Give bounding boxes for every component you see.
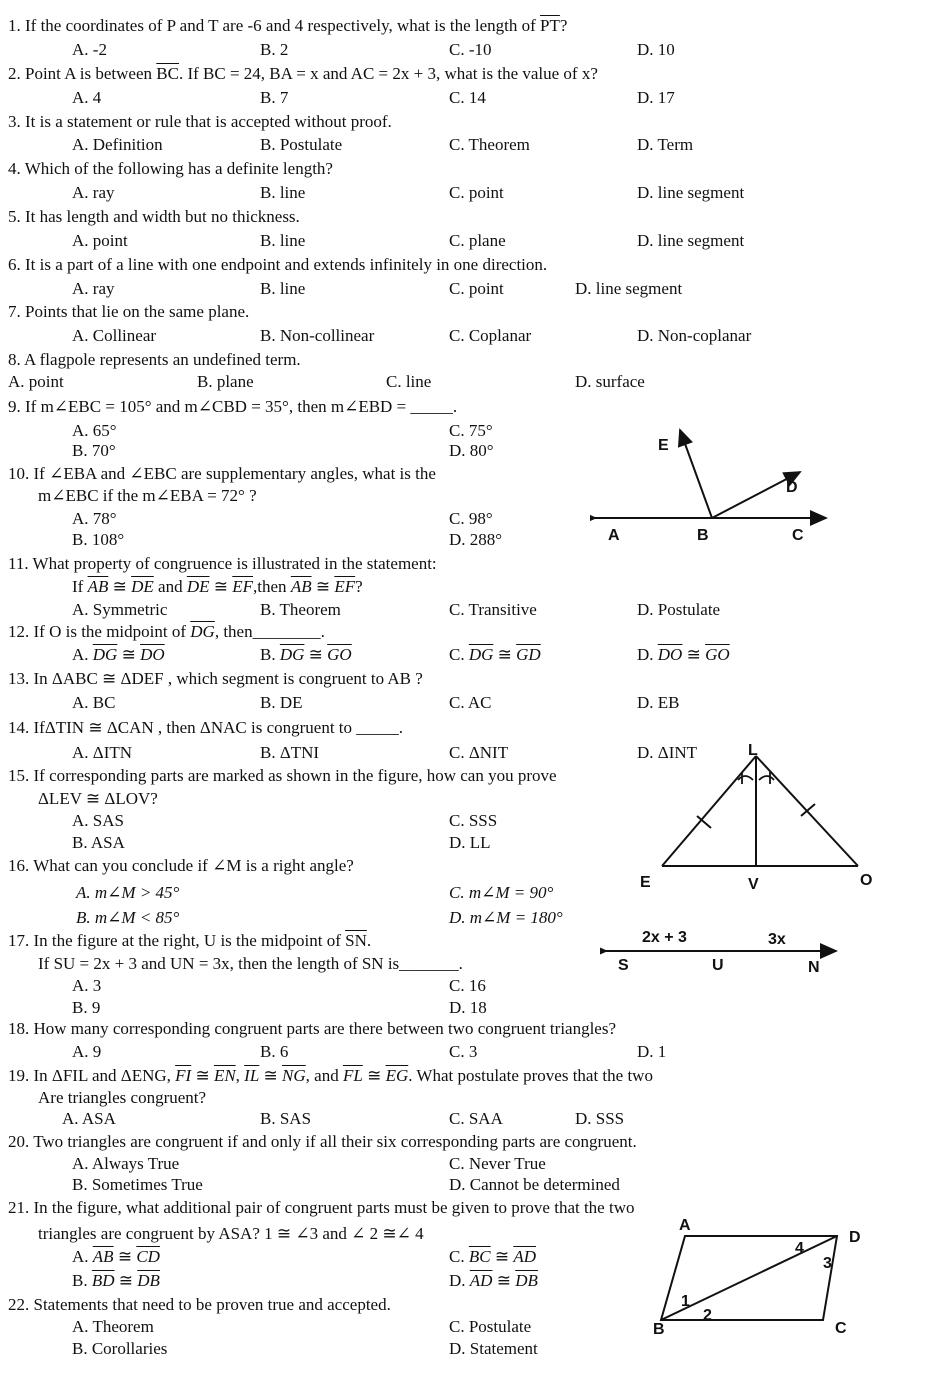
q12-choice-d: D. $\overline{DO}$ ≅ $\overline{GO}$ [637, 645, 730, 664]
q17-choice-c: C. 16 [449, 976, 486, 995]
label-a: A [679, 1217, 691, 1234]
q21-choice-b: B. $\overline{BD}$ ≅ $\overline{DB}$ [72, 1271, 160, 1290]
q1-choice-a: A. -2 [72, 40, 107, 59]
q17-choice-b: B. 9 [72, 998, 101, 1017]
label-d: D [786, 479, 798, 496]
q14-choice-c: C. ΔNIT [449, 743, 509, 762]
q10-choice-b: B. 108° [72, 530, 125, 549]
q20-choice-a: A. Always True [72, 1154, 180, 1173]
q8-choice-b: B. plane [197, 372, 254, 391]
label-angle-1: 1 [681, 1293, 690, 1310]
q21-stem-line1: 21. In the figure, what additional pair of congruent parts must be given to prove that the two [8, 1198, 635, 1217]
label-u: U [712, 957, 724, 974]
q3-choice-d: D. Term [637, 135, 694, 154]
ray-be [680, 430, 712, 518]
q21-choice-a: A. $\overline{AB}$ ≅ $\overline{CD}$ [72, 1247, 160, 1266]
q22-choice-c: C. Postulate [449, 1317, 532, 1336]
q19-choice-a: A. ASA [62, 1109, 116, 1128]
label-s: S [618, 957, 629, 974]
q19-choice-c: C. SAA [449, 1109, 503, 1128]
q17-stem-line1: 17. In the figure at the right, U is the midpoint of $\overline{SN}$. [8, 931, 372, 950]
q12-stem: 12. If O is the midpoint of $\overline{DG}$, then________. [8, 622, 325, 641]
q11-choice-b: B. Theorem [260, 600, 341, 619]
q4-choice-b: B. line [260, 183, 306, 202]
q19-choice-b: B. SAS [260, 1109, 312, 1128]
label-c: C [835, 1320, 847, 1337]
q13-choice-c: C. AC [449, 693, 492, 712]
label-c: C [792, 527, 804, 544]
q10-choice-a: A. 78° [72, 509, 117, 528]
q13-choice-a: A. BC [72, 693, 116, 712]
label-v: V [748, 876, 759, 892]
q6-choice-b: B. line [260, 279, 306, 298]
q4-stem: 4. Which of the following has a definite length? [8, 159, 333, 178]
q21-choice-c: C. $\overline{BC}$ ≅ $\overline{AD}$ [449, 1247, 536, 1266]
q22-stem: 22. Statements that need to be proven true and accepted. [8, 1295, 391, 1314]
q1-choice-b: B. 2 [260, 40, 289, 59]
q20-stem: 20. Two triangles are congruent if and only if all their six corresponding parts are congruent. [8, 1132, 637, 1151]
q13-choice-d: D. EB [637, 693, 680, 712]
q4-choice-a: A. ray [72, 183, 115, 202]
q6-choice-c: C. point [449, 279, 504, 298]
label-e: E [658, 437, 669, 454]
q7-choice-b: B. Non-collinear [260, 326, 375, 345]
q18-choice-b: B. 6 [260, 1042, 289, 1061]
label-b: B [653, 1321, 665, 1338]
q16-choice-d: D. m∠M = 180° [449, 908, 563, 927]
q11-choice-a: A. Symmetric [72, 600, 168, 619]
q12-choice-b: B. $\overline{DG}$ ≅ $\overline{GO}$ [260, 645, 352, 664]
q7-choice-a: A. Collinear [72, 326, 157, 345]
q11-choice-d: D. Postulate [637, 600, 721, 619]
label-l: L [748, 742, 758, 759]
label-e: E [640, 874, 651, 891]
q20-choice-b: B. Sometimes True [72, 1175, 203, 1194]
parallelogram-figure [645, 1216, 867, 1342]
q13-choice-b: B. DE [260, 693, 303, 712]
q11-choice-c: C. Transitive [449, 600, 537, 619]
q15-choice-d: D. LL [449, 833, 491, 852]
q16-choice-a: A. m∠M > 45° [76, 883, 180, 902]
q18-choice-d: D. 1 [637, 1042, 667, 1061]
q18-choice-c: C. 3 [449, 1042, 478, 1061]
q2-choice-c: C. 14 [449, 88, 486, 107]
q8-choice-d: D. surface [575, 372, 645, 391]
q17-stem-line2: If SU = 2x + 3 and UN = 3x, then the length of SN is_______. [38, 954, 463, 973]
q7-stem: 7. Points that lie on the same plane. [8, 302, 250, 321]
q22-choice-d: D. Statement [449, 1339, 538, 1358]
angle-arc-right [759, 776, 774, 780]
q4-choice-c: C. point [449, 183, 504, 202]
q1-stem: 1. If the coordinates of P and T are -6 and 4 respectively, what is the length of $\overline{PT}$? [8, 16, 568, 35]
q11-statement: If $\overline{AB}$ ≅ $\overline{DE}$ and $\overline{DE}$ ≅ $\overline{EF},then$ $\overline{AB}$ ≅ $\overline{EF}$? [72, 577, 363, 596]
q5-stem: 5. It has length and width but no thickness. [8, 207, 300, 226]
q15-stem-line1: 15. If corresponding parts are marked as shown in the figure, how can you prove [8, 766, 557, 785]
angle-arc-left [738, 776, 753, 780]
q22-choice-b: B. Corollaries [72, 1339, 168, 1358]
q15-choice-a: A. SAS [72, 811, 124, 830]
q10-choice-c: C. 98° [449, 509, 493, 528]
q12-choice-a: A. $\overline{DG}$ ≅ $\overline{DO}$ [72, 645, 165, 664]
q7-choice-d: D. Non-coplanar [637, 326, 752, 345]
q19-stem-line1: 19. In ΔFIL and ΔENG, $\overline{FI}$ ≅ $\overline{EN}$, $\overline{IL}$ ≅ $\overline{NG}$, and $\overline{FL}$ ≅ $\overline{EG}$. What postulate proves that the two [8, 1066, 653, 1085]
q14-stem: 14. IfΔTIN ≅ ΔCAN , then ΔNAC is congruent to _____. [8, 718, 404, 737]
q9-stem: 9. If m∠EBC = 105° and m∠CBD = 35°, then m∠EBD = _____. [8, 397, 458, 416]
label-d: D [849, 1229, 861, 1246]
q18-choice-a: A. 9 [72, 1042, 102, 1061]
q14-choice-d: D. ΔINT [637, 743, 698, 762]
q4-choice-d: D. line segment [637, 183, 745, 202]
segment-figure [600, 924, 845, 980]
q6-choice-a: A. ray [72, 279, 115, 298]
q12-choice-c: C. $\overline{DG}$ ≅ $\overline{GD}$ [449, 645, 541, 664]
q5-choice-d: D. line segment [637, 231, 745, 250]
q8-choice-a: A. point [8, 372, 64, 391]
label-angle-2: 2 [703, 1307, 712, 1324]
q8-choice-c: C. line [386, 372, 432, 391]
q5-choice-a: A. point [72, 231, 128, 250]
q10-stem-line1: 10. If ∠EBA and ∠EBC are supplementary angles, what is the [8, 464, 436, 483]
q8-stem: 8. A flagpole represents an undefined term. [8, 350, 301, 369]
q5-choice-b: B. line [260, 231, 306, 250]
q15-stem-line2: ΔLEV ≅ ΔLOV? [38, 789, 158, 808]
q5-choice-c: C. plane [449, 231, 506, 250]
label-angle-3: 3 [823, 1255, 832, 1272]
q15-choice-c: C. SSS [449, 811, 498, 830]
angle-figure [590, 420, 835, 550]
q20-choice-d: D. Cannot be determined [449, 1175, 620, 1194]
q9-choice-a: A. 65° [72, 421, 117, 440]
q17-choice-a: A. 3 [72, 976, 102, 995]
q21-stem-line2: triangles are congruent by ASA? 1 ≅ ∠3 and ∠ 2 ≅∠ 4 [38, 1224, 424, 1243]
q22-choice-a: A. Theorem [72, 1317, 154, 1336]
label-o: O [860, 872, 873, 889]
q16-stem: 16. What can you conclude if ∠M is a right angle? [8, 856, 354, 875]
q18-stem: 18. How many corresponding congruent parts are there between two congruent triangles? [8, 1019, 617, 1038]
q1-choice-c: C. -10 [449, 40, 492, 59]
label-3x: 3x [768, 931, 786, 948]
label-n: N [808, 959, 820, 976]
q3-choice-b: B. Postulate [260, 135, 343, 154]
label-b: B [697, 527, 709, 544]
q1-choice-d: D. 10 [637, 40, 675, 59]
q6-choice-d: D. line segment [575, 279, 683, 298]
q3-choice-a: A. Definition [72, 135, 163, 154]
q2-choice-a: A. 4 [72, 88, 102, 107]
q16-choice-c: C. m∠M = 90° [449, 883, 554, 902]
q2-choice-d: D. 17 [637, 88, 675, 107]
q2-stem: 2. Point A is between $\overline{BC}$. If BC = 24, BA = x and AC = 2x + 3, what is the value of x? [8, 64, 598, 83]
q21-choice-d: D. $\overline{AD}$ ≅ $\overline{DB}$ [449, 1271, 538, 1290]
q7-choice-c: C. Coplanar [449, 326, 532, 345]
q11-stem: 11. What property of congruence is illustrated in the statement: [8, 554, 437, 573]
label-a: A [608, 527, 620, 544]
q9-choice-b: B. 70° [72, 441, 116, 460]
q2-choice-b: B. 7 [260, 88, 289, 107]
q9-choice-c: C. 75° [449, 421, 493, 440]
q15-choice-b: B. ASA [72, 833, 125, 852]
q17-choice-d: D. 18 [449, 998, 487, 1017]
label-angle-4: 4 [795, 1240, 804, 1257]
q13-stem: 13. In ΔABC ≅ ΔDEF , which segment is congruent to AB ? [8, 669, 423, 688]
q14-choice-a: A. ΔITN [72, 743, 133, 762]
label-2x-plus-3: 2x + 3 [642, 929, 687, 946]
q19-stem-line2: Are triangles congruent? [38, 1088, 207, 1107]
q10-choice-d: D. 288° [449, 530, 503, 549]
q3-choice-c: C. Theorem [449, 135, 530, 154]
triangle-figure [632, 742, 882, 892]
q9-choice-d: D. 80° [449, 441, 494, 460]
q10-stem-line2: m∠EBC if the m∠EBA = 72° ? [38, 486, 257, 505]
q16-choice-b: B. m∠M < 85° [76, 908, 180, 927]
q6-stem: 6. It is a part of a line with one endpoint and extends infinitely in one direction. [8, 255, 548, 274]
q14-choice-b: B. ΔTNI [260, 743, 320, 762]
q3-stem: 3. It is a statement or rule that is accepted without proof. [8, 112, 392, 131]
q20-choice-c: C. Never True [449, 1154, 546, 1173]
q19-choice-d: D. SSS [575, 1109, 625, 1128]
